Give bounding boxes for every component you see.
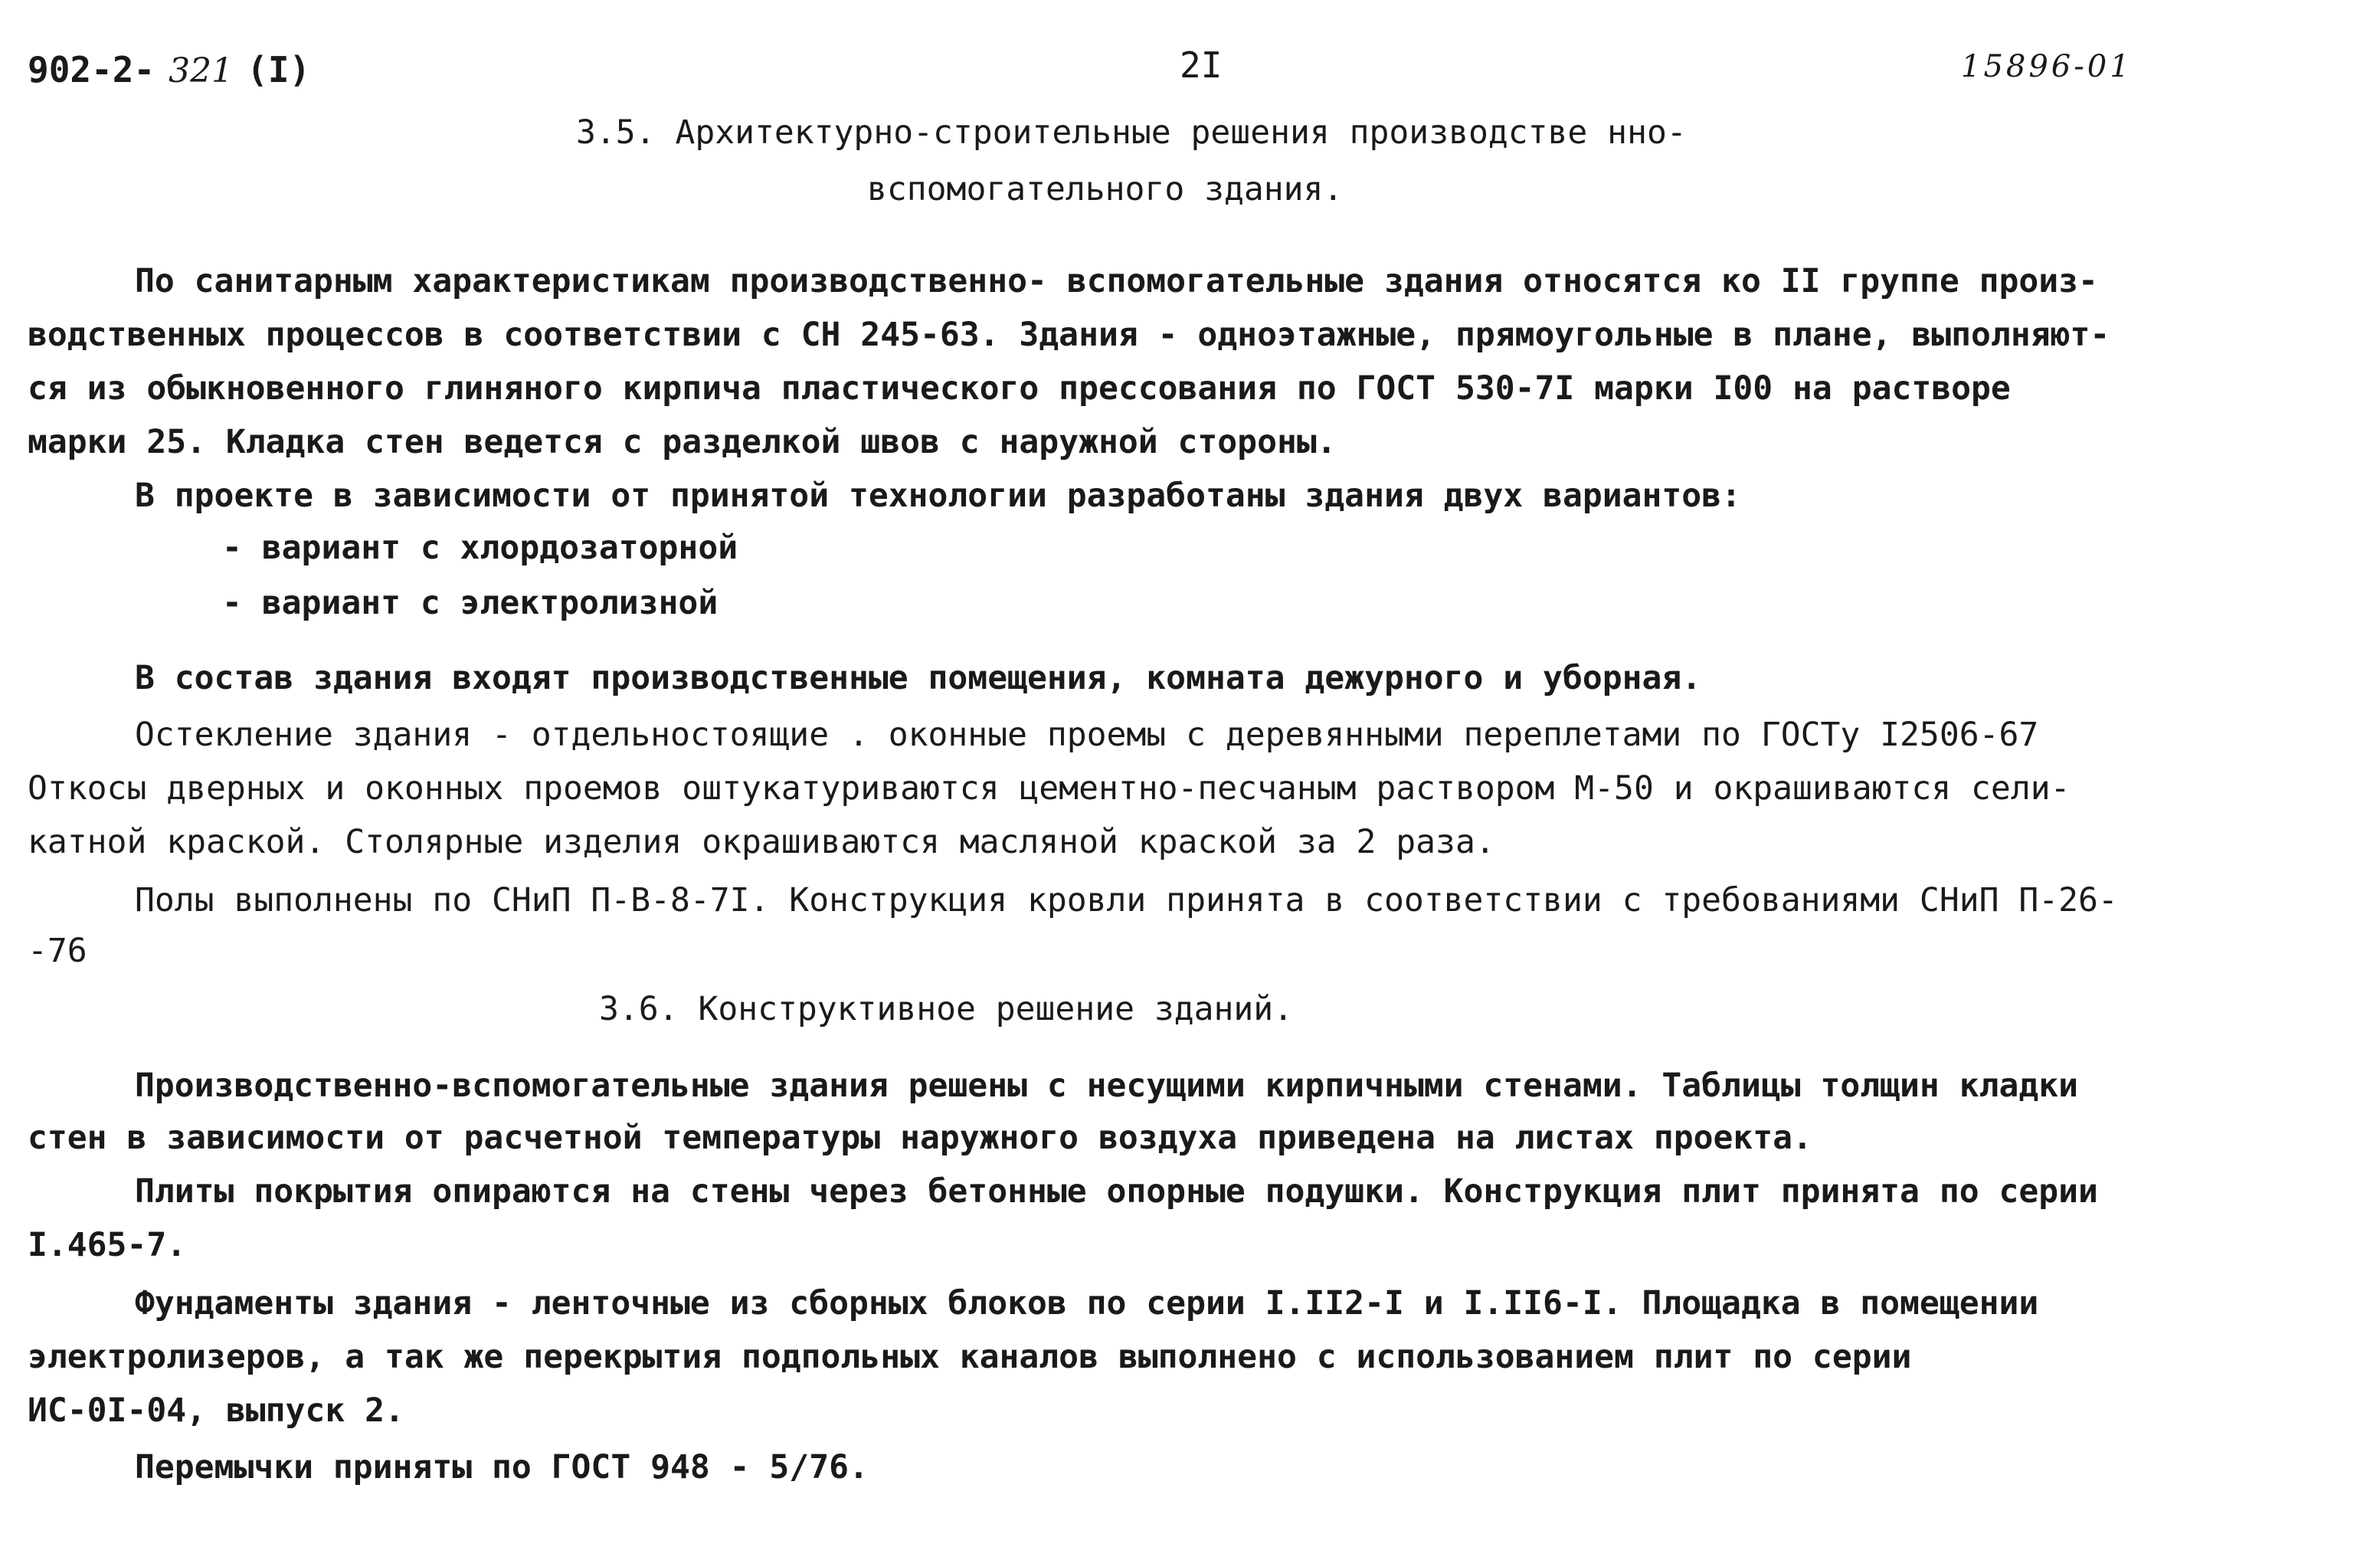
body-line: электролизеров, а так же перекрытия подпольных каналов выполнено с использованием плит по серии — [28, 1338, 1912, 1376]
page-number: 2I — [1180, 44, 1223, 86]
body-line: ся из обыкновенного глиняного кирпича пластического прессования по ГОСТ 530-7I марки I00 на растворе — [28, 369, 2011, 408]
document-code — [28, 49, 310, 90]
section-36-title: 3.6. Конструктивное решение зданий. — [599, 990, 1294, 1028]
body-line: Откосы дверных и оконных проемов оштукатуриваются цементно-песчаным раствором М-50 и окрашиваются сели- — [28, 769, 2071, 808]
body-line: Полы выполнены по СНиП П-В-8-7I. Конструкция кровли принята в соответствии с требованиями СНиП П-26- — [135, 881, 2118, 919]
body-line: В состав здания входят производственные помещения, комната дежурного и уборная. — [135, 659, 1702, 697]
document-code-prefix: 902-2- — [28, 49, 156, 90]
archive-number: 15896-01 — [1961, 49, 2133, 84]
body-line: В проекте в зависимости от принятой технологии разработаны здания двух вариантов: — [135, 477, 1741, 515]
body-line: Плиты покрытия опираются на стены через бетонные опорные подушки. Конструкция плит принята по серии — [135, 1172, 2098, 1211]
body-line: стен в зависимости от расчетной температуры наружного воздуха приведена на листах проекта. — [28, 1119, 1812, 1157]
body-line: Перемычки приняты по ГОСТ 948 - 5/76. — [135, 1448, 869, 1486]
body-line: Производственно-вспомогательные здания решены с несущими кирпичными стенами. Таблицы толщин кладки — [135, 1067, 2079, 1105]
list-item: - вариант с хлордозаторной — [222, 529, 738, 567]
section-35-title-line1: 3.5. Архитектурно-строительные решения производстве нно- — [576, 113, 1687, 152]
document-code-handwritten: 321 — [169, 51, 234, 90]
body-line: Остекление здания - отдельностоящие . оконные проемы с деревянными переплетами по ГОСТу I2506-67 — [135, 716, 2039, 754]
body-line: катной краской. Столярные изделия окрашиваются масляной краской за 2 раза. — [28, 823, 1495, 861]
body-line: -76 — [28, 932, 87, 970]
body-line: марки 25. Кладка стен ведется с разделкой швов с наружной стороны. — [28, 423, 1337, 461]
body-line: ИС-0I-04, выпуск 2. — [28, 1391, 404, 1430]
document-code-suffix: (I) — [247, 49, 311, 90]
section-35-title-line2: вспомогательного здания. — [867, 170, 1344, 208]
body-line: I.465-7. — [28, 1226, 187, 1264]
body-line: водственных процессов в соответствии с СН 245-63. Здания - одноэтажные, прямоугольные в плане, выполняют- — [28, 316, 2110, 354]
body-line: По санитарным характеристикам производственно- вспомогательные здания относятся ко II группе произ- — [135, 262, 2098, 300]
list-item: - вариант с электролизной — [222, 584, 719, 622]
body-line: Фундаменты здания - ленточные из сборных блоков по серии I.II2-I и I.II6-I. Площадка в помещении — [135, 1284, 2039, 1322]
